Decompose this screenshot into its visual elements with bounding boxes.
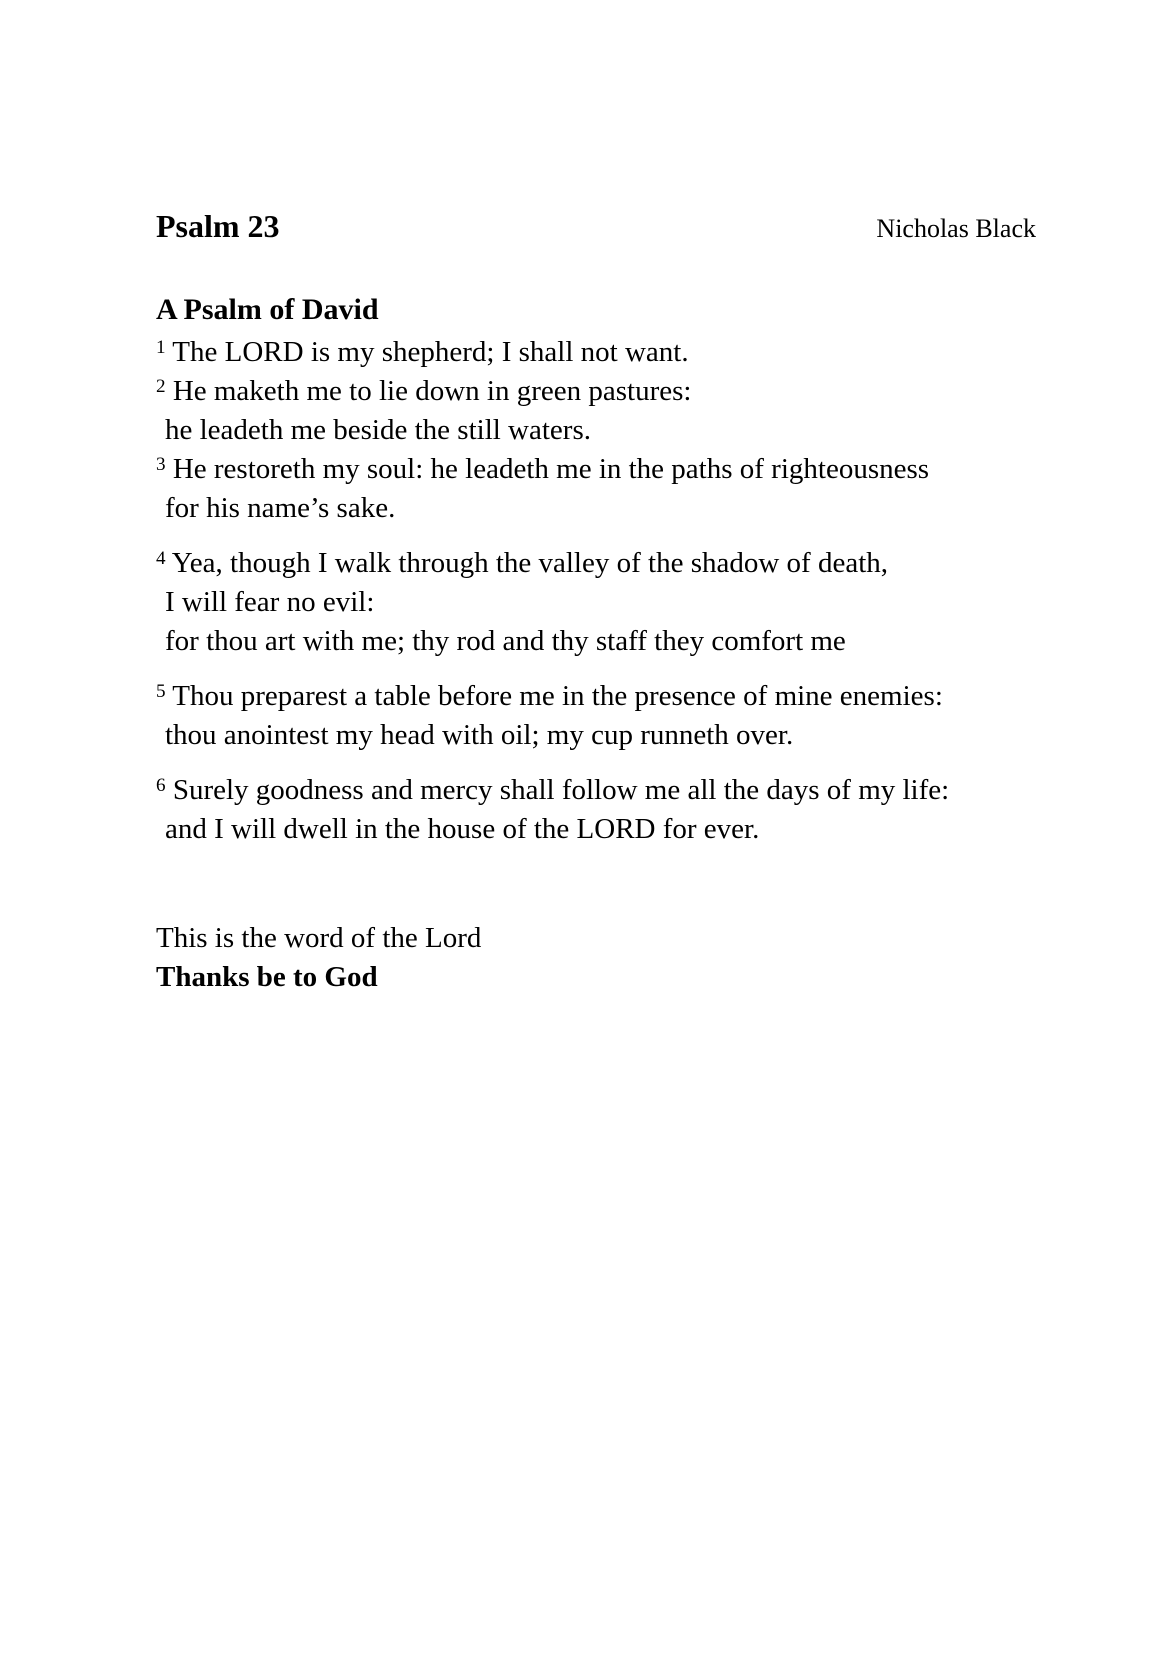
verse-line: he leadeth me beside the still waters. — [165, 414, 591, 446]
verse-number: 3 — [156, 453, 166, 475]
header-row — [156, 206, 1036, 249]
author-name: Nicholas Black — [876, 214, 1036, 243]
verse-line: $^1$ The LORD is my shepherd; I shall not want. — [156, 336, 689, 368]
verse-number: 2 — [156, 375, 166, 397]
page-content — [156, 0, 1036, 997]
verse-line: $^4$ Yea, though I walk through the valley of the shadow of death, — [156, 547, 888, 579]
closing-block — [156, 919, 1036, 997]
page-title: Psalm 23 — [156, 208, 280, 244]
verse-4 — [156, 544, 1036, 661]
verse-number: 4 — [156, 547, 166, 569]
verse-line: I will fear no evil: — [165, 586, 375, 618]
verse-line: and I will dwell in the house of the LORD for ever. — [165, 813, 760, 845]
verse-6 — [156, 771, 1036, 849]
psalm-body — [156, 333, 1036, 849]
stanza — [156, 771, 1036, 849]
verse-1 — [156, 333, 1036, 372]
psalm-heading: A Psalm of David — [156, 293, 379, 326]
stanza — [156, 333, 1036, 528]
verse-number: 5 — [156, 680, 166, 702]
verse-number: 6 — [156, 774, 166, 796]
verse-line: $^6$ Surely goodness and mercy shall follow me all the days of my life: — [156, 774, 950, 806]
stanza — [156, 677, 1036, 755]
closing-response: Thanks be to God — [156, 961, 378, 993]
verse-number: 1 — [156, 336, 166, 358]
verse-line: $^3$ He restoreth my soul: he leadeth me in the paths of righteousness — [156, 453, 930, 485]
verse-line: $^5$ Thou preparest a table before me in the presence of mine enemies: — [156, 680, 943, 712]
verse-2 — [156, 372, 1036, 450]
closing-versicle: This is the word of the Lord — [156, 922, 482, 954]
verse-line: thou anointest my head with oil; my cup runneth over. — [165, 719, 794, 751]
verse-line: $^2$ He maketh me to lie down in green pastures: — [156, 375, 692, 407]
verse-5 — [156, 677, 1036, 755]
stanza — [156, 544, 1036, 661]
verse-line: for his name’s sake. — [165, 492, 396, 524]
verse-line: for thou art with me; thy rod and thy staff they comfort me — [165, 625, 846, 657]
verse-3 — [156, 450, 1036, 528]
